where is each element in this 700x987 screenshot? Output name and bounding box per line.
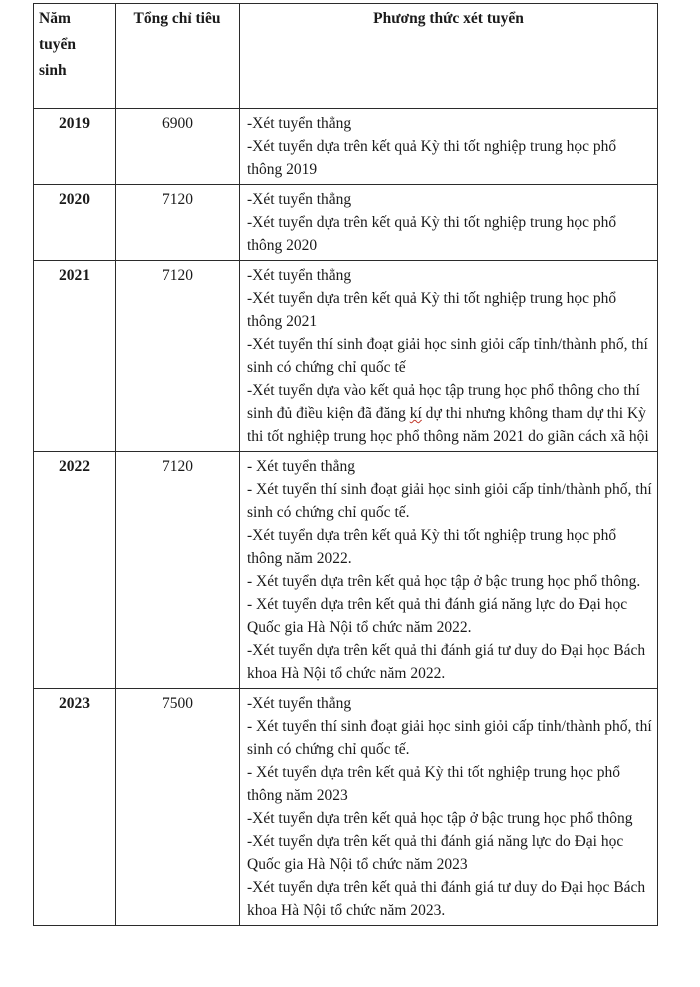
table-row <box>34 185 658 261</box>
table-row <box>34 689 658 926</box>
method-item: - Xét tuyển thí sinh đoạt giải học sinh giỏi cấp tỉnh/thành phố, thí sinh có chứng chỉ quốc tế. <box>247 718 652 758</box>
year-cell: 2021 <box>34 261 116 452</box>
method-item <box>247 379 653 448</box>
method-item: -Xét tuyển dựa trên kết quả thi đánh giá tư duy do Đại học Bách khoa Hà Nội tổ chức năm 2023. <box>247 879 646 919</box>
spellcheck-underlined-word: kí <box>409 405 422 422</box>
header-row <box>34 4 658 109</box>
method-item: -Xét tuyển thẳng <box>247 115 352 132</box>
table-row <box>34 109 658 185</box>
methods-cell <box>240 109 658 185</box>
method-item: -Xét tuyển thẳng <box>247 695 352 712</box>
total-cell: 7500 <box>116 689 240 926</box>
method-item: -Xét tuyển dựa trên kết quả thi đánh giá tư duy do Đại học Bách khoa Hà Nội tổ chức năm 2022. <box>247 642 646 682</box>
header-total: Tổng chỉ tiêu <box>116 4 240 109</box>
method-item: -Xét tuyển dựa trên kết quả Kỳ thi tốt nghiệp trung học phổ thông 2020 <box>247 214 617 254</box>
header-method: Phương thức xét tuyển <box>240 4 658 109</box>
methods-cell <box>240 689 658 926</box>
method-item: - Xét tuyển dựa trên kết quả thi đánh giá năng lực do Đại học Quốc gia Hà Nội tổ chức năm 2022. <box>247 596 628 636</box>
total-cell: 6900 <box>116 109 240 185</box>
method-item: -Xét tuyển thí sinh đoạt giải học sinh giỏi cấp tỉnh/thành phố, thí sinh có chứng chỉ quốc tế <box>247 336 648 376</box>
header-year-line: Năm <box>39 10 71 27</box>
method-item: - Xét tuyển dựa trên kết quả học tập ở bậc trung học phổ thông. <box>247 573 641 590</box>
method-item: -Xét tuyển dựa trên kết quả thi đánh giá năng lực do Đại học Quốc gia Hà Nội tổ chức năm 2023 <box>247 833 624 873</box>
total-cell: 7120 <box>116 185 240 261</box>
method-item: -Xét tuyển dựa trên kết quả Kỳ thi tốt nghiệp trung học phổ thông 2021 <box>247 290 617 330</box>
table-row <box>34 452 658 689</box>
methods-cell <box>240 452 658 689</box>
table-row <box>34 261 658 452</box>
method-item: -Xét tuyển dựa trên kết quả học tập ở bậc trung học phổ thông <box>247 810 633 827</box>
total-cell: 7120 <box>116 261 240 452</box>
admissions-table <box>33 3 658 926</box>
header-year-line: tuyển <box>39 36 77 53</box>
total-cell: 7120 <box>116 452 240 689</box>
header-year-line: sinh <box>39 62 67 79</box>
header-year <box>34 4 116 109</box>
method-item: - Xét tuyển thí sinh đoạt giải học sinh giỏi cấp tỉnh/thành phố, thí sinh có chứng chỉ quốc tế. <box>247 481 652 521</box>
year-cell: 2019 <box>34 109 116 185</box>
method-item: - Xét tuyển dựa trên kết quả Kỳ thi tốt nghiệp trung học phổ thông năm 2023 <box>247 764 620 804</box>
year-cell: 2023 <box>34 689 116 926</box>
method-item: -Xét tuyển dựa trên kết quả Kỳ thi tốt nghiệp trung học phổ thông năm 2022. <box>247 527 617 567</box>
method-item: -Xét tuyển dựa trên kết quả Kỳ thi tốt nghiệp trung học phổ thông 2019 <box>247 138 617 178</box>
method-item: - Xét tuyển thẳng <box>247 458 356 475</box>
year-cell: 2020 <box>34 185 116 261</box>
methods-cell <box>240 185 658 261</box>
method-item: -Xét tuyển thẳng <box>247 267 352 284</box>
method-item: -Xét tuyển thẳng <box>247 191 352 208</box>
year-cell: 2022 <box>34 452 116 689</box>
method-item-part: -Xét tuyển dựa vào kết quả học tập trung học phổ thông cho thí sinh đủ điều kiện đã đăng <box>247 382 640 422</box>
method-item-part: dự thi nhưng không tham dự thi Kỳ thi tốt nghiệp trung học phổ thông năm 2021 do giãn cách xã hội <box>247 405 649 445</box>
methods-cell <box>240 261 658 452</box>
